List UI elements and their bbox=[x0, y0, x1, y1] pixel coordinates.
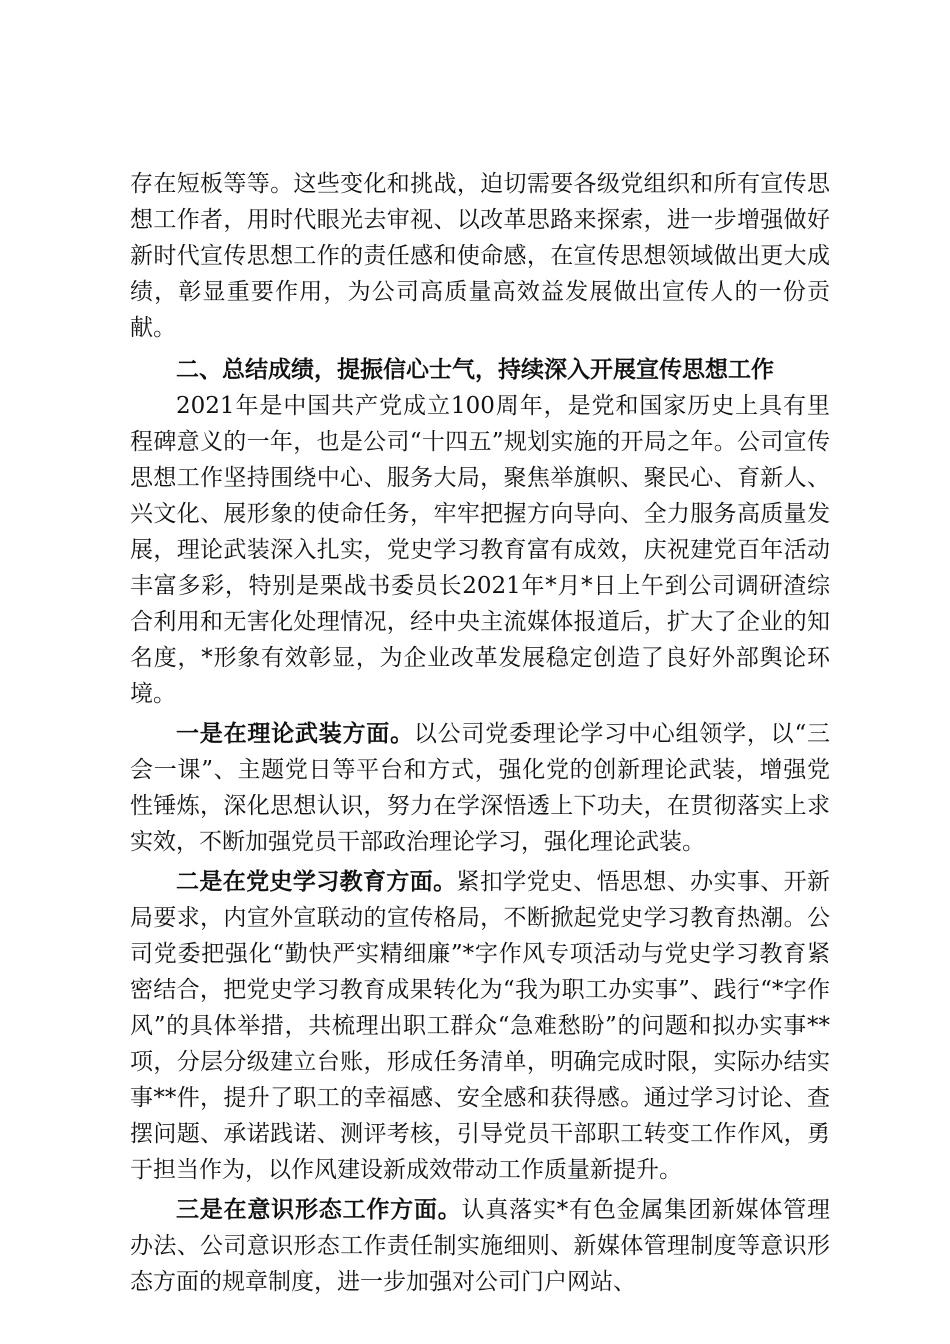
paragraph-lead: 二是在党史学习教育方面。 bbox=[176, 868, 457, 895]
section-heading bbox=[130, 352, 830, 388]
document-body bbox=[130, 166, 830, 1300]
paragraph-text: 以公司党委理论学习中心组领学，以“三会一课”、主题党日等平台和方式，强化党的创新理论武装，增强党性锤炼，深化思想认识，努力在学深悟透上下功夫，在贯彻落实上求实效，不断加强党员干部政治理论学习，强化理论武装。 bbox=[130, 721, 831, 855]
paragraph-theory bbox=[130, 716, 830, 860]
paragraph-text: 认真落实*有色金属集团新媒体管理办法、公司意识形态工作责任制实施细则、新媒体管理制度等意识形态方面的规章制度，进一步加强对公司门户网站、 bbox=[130, 1197, 831, 1295]
paragraph-text: 2021年是中国共产党成立100周年，是党和国家历史上具有里程碑意义的一年，也是公司“十四五”规划实施的开局之年。公司宣传思想工作坚持围绕中心、服务大局，聚焦举旗帜、聚民心、育新人、兴文化、展形象的使命任务，牢牢把握方向导向、全力服务高质量发展，理论武装深入扎实，党史学习教育富有成效，庆祝建党百年活动丰富多彩，特别是栗战书委员长2021年*月*日上午到公司调研渣综合利用和无害化处理情况，经中央主流媒体报道后，扩大了企业的知名度，*形象有效彰显，为企业改革发展稳定创造了良好外部舆论环境。 bbox=[130, 393, 830, 707]
paragraph-party-history bbox=[130, 864, 830, 1188]
paragraph-text: 存在短板等等。这些变化和挑战，迫切需要各级党组织和所有宣传思想工作者，用时代眼光去审视、以改革思路来探索，进一步增强做好新时代宣传思想工作的责任感和使命感，在宣传思想领域做出更大成绩，彰显重要作用，为公司高质量高效益发展做出宣传人的一份贡献。 bbox=[130, 171, 830, 341]
paragraph-ideology bbox=[130, 1192, 830, 1300]
section-heading-text: 二、总结成绩，提振信心士气，持续深入开展宣传思想工作 bbox=[176, 356, 774, 383]
paragraph-text: 紧扣学党史、悟思想、办实事、开新局要求，内宣外宣联动的宣传格局，不断掀起党史学习教育热潮。公司党委把强化“勤快严实精细廉”*字作风专项活动与党史学习教育紧密结合，把党史学习教育成果转化为“我为职工办实事”、践行“*字作风”的具体举措，共梳理出职工群众“急难愁盼”的问题和拟办实事**项，分层分级建立台账，形成任务清单，明确完成时限，实际办结实事**件，提升了职工的幸福感、安全感和获得感。通过学习讨论、查摆问题、承诺践诺、测评考核，引导党员干部职工转变工作作风，勇于担当作为，以作风建设新成效带动工作质量新提升。 bbox=[130, 869, 831, 1183]
paragraph-lead: 一是在理论武装方面。 bbox=[176, 720, 414, 747]
paragraph-2021-summary bbox=[130, 388, 830, 712]
paragraph-intro-continuation bbox=[130, 166, 830, 346]
paragraph-lead: 三是在意识形态工作方面。 bbox=[176, 1196, 462, 1223]
